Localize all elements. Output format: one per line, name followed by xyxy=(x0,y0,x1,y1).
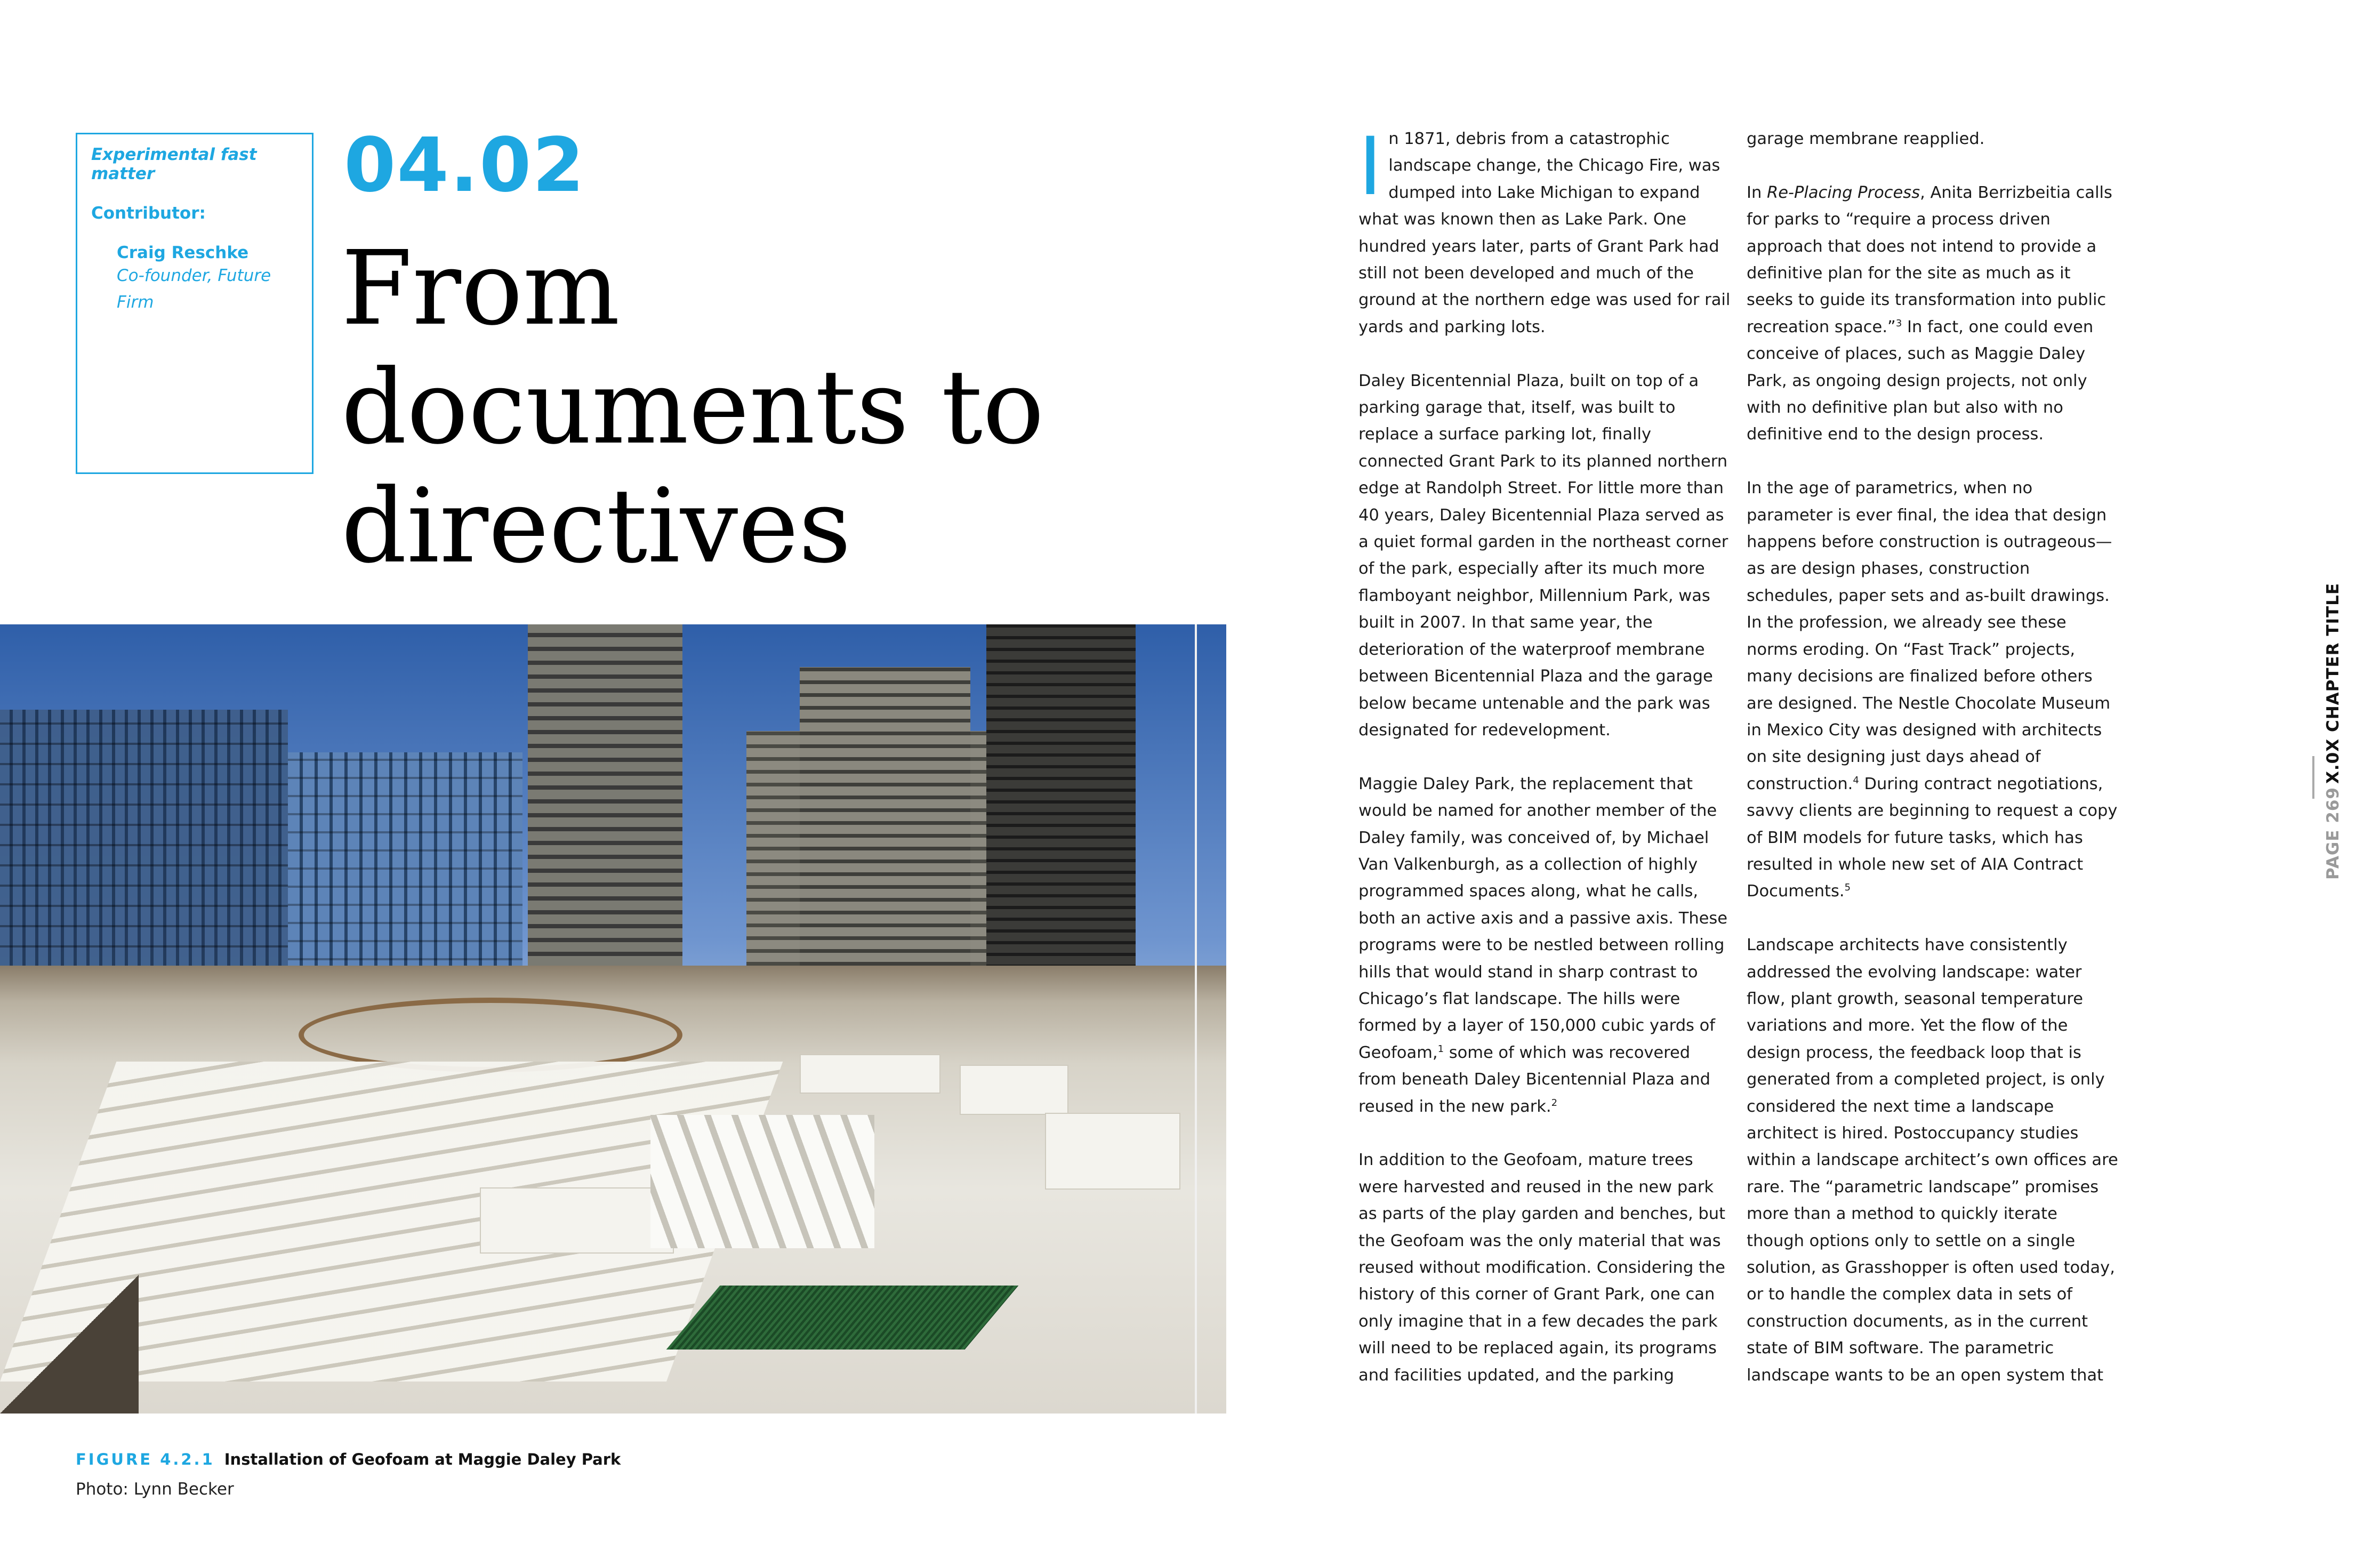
body-paragraph xyxy=(1747,475,2120,905)
body-paragraph: In addition to the Geofoam, mature trees were harvested and reused in the new park as parts of the play garden and benches, but the Geofoam was the only material that was reused without modification. Considering the history of this corner of Grant Park, one can only imagine that in a few decades the park will need to be replaced again, its programs and facilities updated, and the parking xyxy=(1358,1151,1726,1385)
contributor-label: Contributor: xyxy=(91,204,206,223)
drop-cap: I xyxy=(1358,121,1382,213)
body-paragraph xyxy=(1358,121,1732,341)
figure-title: Installation of Geofoam at Maggie Daley Park xyxy=(224,1450,621,1468)
footnote-ref: 4 xyxy=(1853,774,1859,786)
contributor-role: Co-founder, Future Firm xyxy=(117,266,271,312)
running-chapter-title: X.0X CHAPTER TITLE xyxy=(2323,582,2343,784)
paragraph-text: In xyxy=(1747,183,1767,202)
photo-foam-block xyxy=(480,1187,674,1254)
body-paragraph xyxy=(1358,771,1732,1120)
contributor-box xyxy=(76,133,313,474)
body-column-1 xyxy=(1358,121,1732,1416)
paragraph-text: Maggie Daley Park, the replacement that would be named for another member of the Daley family, was conceived of, by Michael Van Valkenburgh, as a collection of highly programmed spaces along, what he calls, both an active axis and a passive axis. These programs were to be nestled between rolling hills that would stand in sharp contrast to Chicago’s flat landscape. The hills were formed by a layer of 150,000 cubic yards of Geofoam, xyxy=(1358,774,1728,1062)
geofoam-photo xyxy=(0,624,1226,1414)
photo-foam-block xyxy=(1045,1113,1180,1190)
page-number: PAGE 269 xyxy=(2323,787,2343,880)
body-paragraph: Daley Bicentennial Plaza, built on top of a parking garage that, itself, was built to replace a surface parking lot, finally connected Grant Park to its planned northern edge at Randolph Street. For little more than 40 years, Daley Bicentennial Plaza served as a quiet formal garden in the northeast corner of the park, especially after its much more flamboyant neighbor, Millennium Park, was built in 2007. In that same year, the deterioration of the waterproof membrane between Bicentennial Plaza and the garage below became untenable and the park was designated for redevelopment. xyxy=(1358,371,1728,740)
paragraph-text: , Anita Berrizbeitia calls for parks to “require a process driven approach that does not intend to provide a definitive plan for the site as much as it seeks to guide its transformation into public recreation space.” xyxy=(1747,183,2112,336)
photo-green-grate xyxy=(666,1286,1019,1350)
photo-edge-line xyxy=(1195,624,1197,1414)
chapter-number: 04.02 xyxy=(344,122,585,209)
photo-ring-formwork xyxy=(299,998,682,1072)
photo-foam-block xyxy=(960,1065,1068,1115)
footnote-ref: 3 xyxy=(1895,317,1902,329)
paragraph-text: During contract negotiations, savvy clients are beginning to request a copy of BIM models for future tasks, which has resulted in whole new set of AIA Contract Documents. xyxy=(1747,774,2118,901)
paragraph-text: In fact, one could even conceive of places, such as Maggie Daley Park, as ongoing design projects, not only with no definitive plan but also with no definitive end to the design process. xyxy=(1747,317,2094,444)
header-divider xyxy=(2312,756,2314,799)
paragraph-text: In the age of parametrics, when no parameter is ever final, the idea that design happens before construction is outrageous—as are design phases, construction schedules, paper sets and as-built drawings. In the profession, we already see these norms eroding. On “Fast Track” projects, many decisions are finalized before others are designed. The Nestle Chocolate Museum in Mexico City was designed with architects on site designing just days ahead of construction. xyxy=(1747,479,2112,793)
figure-label: FIGURE 4.2.1 xyxy=(76,1450,215,1468)
photo-foam-block xyxy=(800,1054,940,1094)
contributor xyxy=(117,243,312,316)
body-paragraph: Landscape architects have consistently addressed the evolving landscape: water flow, plant growth, seasonal temperature variations and more. Yet the flow of the design process, the feedback loop that is generated from a completed project, is only considered the next time a landscape architect is hired. Postoccupancy studies within a landscape architect’s own offices are rare. The “parametric landscape” promises more than a method to quickly iterate though options only to settle on a single solution, as Grasshopper is often used today, or to handle the complex data in sets of construction documents, as in the current state of BIM software. The parametric landscape wants to be an open system that xyxy=(1747,936,2118,1385)
paragraph-text: n 1871, debris from a catastrophic landscape change, the Chicago Fire, was dumped into Lake Michigan to expand what was known then as Lake Park. One hundred years later, parts of Grant Park had still not been developed and much of the ground at the northern edge was used for rail yards and parking lots. xyxy=(1358,130,1731,336)
contributor-name: Craig Reschke xyxy=(117,243,249,262)
footnote-ref: 1 xyxy=(1437,1043,1444,1055)
book-title: Re-Placing Process xyxy=(1767,183,1920,202)
chapter-title-line: From xyxy=(341,229,620,348)
series-label: Experimental fast matter xyxy=(91,145,257,183)
chapter-title-line: directives xyxy=(341,467,851,586)
figure-caption xyxy=(76,1449,621,1470)
paragraph-text: some of which was recovered from beneath Daley Bicentennial Plaza and reused in the new park. xyxy=(1358,1043,1711,1116)
chapter-title-line: documents to xyxy=(341,348,1044,467)
photo-foam-zigzag xyxy=(650,1115,874,1248)
chapter-title xyxy=(341,229,1248,586)
photo-credit: Photo: Lynn Becker xyxy=(76,1480,234,1499)
body-paragraph xyxy=(1747,180,2120,448)
photo-corner-rim xyxy=(0,1275,139,1414)
running-header xyxy=(2309,571,2367,890)
footnote-ref: 5 xyxy=(1844,882,1851,894)
body-column-2 xyxy=(1747,126,2120,1416)
body-paragraph: garage membrane reapplied. xyxy=(1747,130,1985,148)
footnote-ref: 2 xyxy=(1551,1097,1558,1109)
